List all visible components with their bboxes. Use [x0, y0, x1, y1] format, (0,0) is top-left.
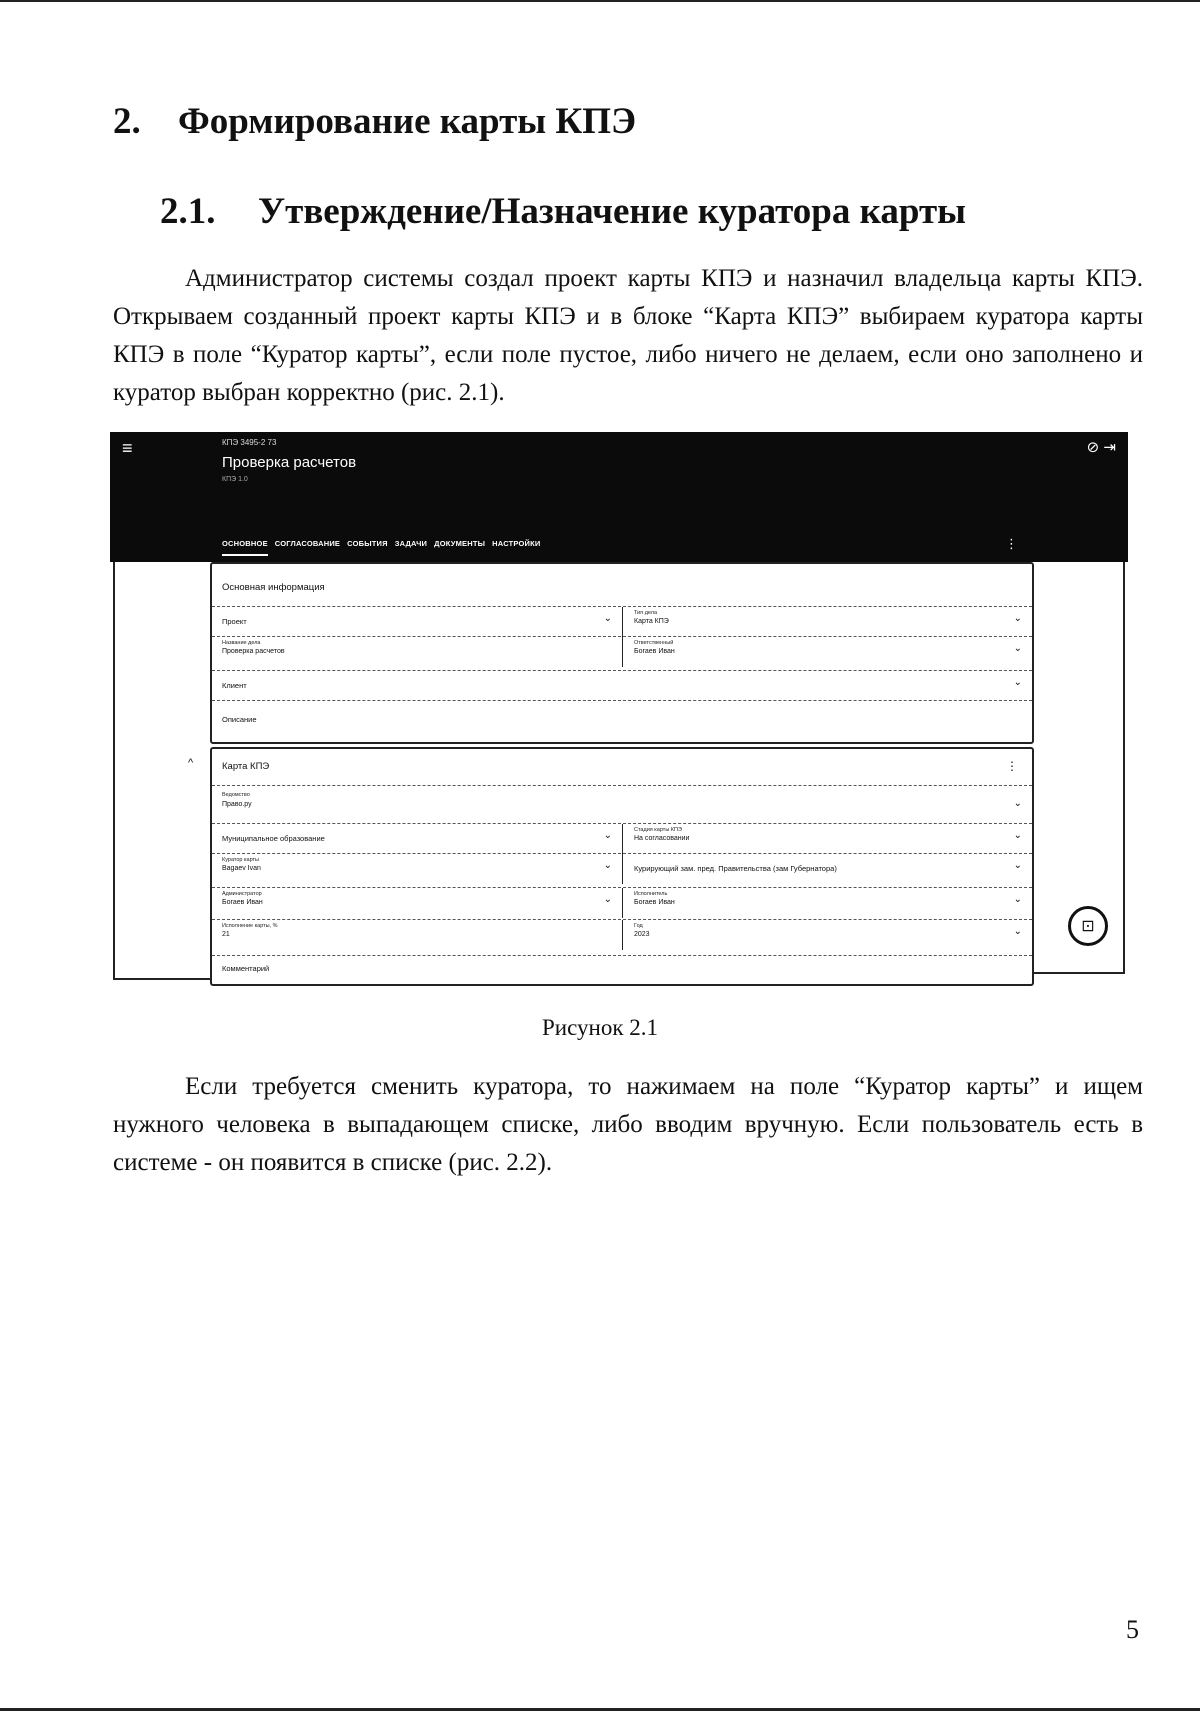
responsible-field[interactable]	[624, 637, 1032, 667]
project-subtitle: КПЭ 1.0	[222, 476, 248, 483]
chevron-down-icon[interactable]: ⌄	[1013, 860, 1022, 871]
chevron-down-icon[interactable]: ⌄	[1013, 643, 1022, 654]
app-header	[110, 432, 1128, 562]
tab-approval[interactable]: СОГЛАСОВАНИЕ	[274, 539, 341, 548]
form-row	[212, 670, 1032, 701]
scan-edge-bottom	[0, 1708, 1200, 1711]
section-heading	[113, 100, 636, 143]
card-title: Карта КПЭ	[222, 761, 270, 772]
form-row	[212, 919, 1032, 950]
field-label: Стадия карты КПЭ	[634, 827, 682, 833]
subsection-number: 2.1.	[160, 191, 216, 232]
field-label: Исполнитель	[634, 891, 668, 897]
field-label: Ведомство	[222, 792, 250, 798]
chevron-down-icon[interactable]: ⌄	[603, 894, 612, 905]
field-label: Куратор карты	[222, 857, 259, 863]
field-value: Богаев Иван	[634, 899, 675, 906]
executor-field[interactable]	[624, 888, 1032, 918]
comment-field[interactable]	[212, 956, 1032, 982]
field-value: Проверка расчетов	[222, 648, 285, 655]
frame-border-right-bottom	[1025, 972, 1125, 974]
form-row	[212, 887, 1032, 918]
header-actions	[1087, 438, 1116, 456]
field-label: Название дела	[222, 640, 261, 646]
field-value: Богаев Иван	[634, 648, 675, 655]
project-field[interactable]	[212, 607, 623, 637]
scan-edge-top	[0, 0, 1200, 2]
paragraph-intro: Администратор системы создал проект карты КПЭ и назначил владельца карты КПЭ. Открываем созданный проект карты КПЭ и в блоке “Карта КПЭ” выбираем куратора карты КПЭ в поле “Куратор карты”, если поле пустое, либо ничего не делаем, если оно заполнено и куратор выбран корректно (рис. 2.1).	[113, 265, 1143, 406]
field-value: На согласовании	[634, 835, 690, 842]
chevron-down-icon[interactable]: ⌄	[1013, 677, 1022, 688]
administrator-field[interactable]	[212, 888, 623, 918]
figure-caption: Рисунок 2.1	[542, 1015, 658, 1040]
field-value: 2023	[634, 931, 650, 938]
field-value: Право.ру	[222, 801, 252, 808]
field-label: Комментарий	[222, 964, 270, 973]
collapse-icon[interactable]: ^	[188, 757, 194, 769]
field-label: Год	[634, 923, 643, 929]
case-name-field[interactable]	[212, 637, 623, 667]
chevron-down-icon[interactable]: ⌄	[1013, 926, 1022, 937]
section-number: 2.	[113, 101, 141, 142]
field-value: Карта КПЭ	[634, 618, 669, 625]
chevron-down-icon[interactable]: ⌄	[603, 613, 612, 624]
exit-icon[interactable]: ⇥	[1103, 439, 1116, 456]
tab-settings[interactable]: НАСТРОЙКИ	[492, 539, 541, 548]
chevron-down-icon[interactable]: ⌄	[1013, 613, 1022, 624]
department-field[interactable]	[212, 786, 1032, 822]
field-label: Клиент	[222, 681, 247, 690]
form-row	[212, 700, 1032, 737]
card-basic-info	[210, 562, 1034, 744]
chevron-down-icon[interactable]: ⌄	[1013, 894, 1022, 905]
chevron-down-icon[interactable]: ⌄	[603, 830, 612, 841]
field-label: Проект	[222, 617, 247, 626]
menu-icon[interactable]: ≡	[122, 438, 133, 458]
help-icon[interactable]: ⊘	[1086, 439, 1100, 456]
client-field[interactable]	[212, 671, 1032, 701]
chevron-down-icon[interactable]: ⌄	[603, 860, 612, 871]
frame-border-left-bottom	[113, 978, 213, 980]
field-label: Тип дела	[634, 610, 658, 616]
tab-tasks[interactable]: ЗАДАЧИ	[394, 539, 428, 548]
fab-button[interactable]	[1068, 906, 1108, 946]
stage-field[interactable]	[624, 824, 1032, 854]
field-label: Исполнение карты, %	[222, 923, 278, 929]
project-code: КПЭ 3495-2 73	[222, 438, 277, 447]
year-field[interactable]	[624, 920, 1032, 950]
field-value: Курирующий зам. пред. Правительства (зам Губернатора)	[634, 864, 837, 873]
execution-percent-field[interactable]	[212, 920, 623, 950]
municipality-field[interactable]	[212, 824, 623, 854]
field-value: 21	[222, 931, 230, 938]
figure-screenshot	[110, 432, 1128, 992]
tab-main[interactable]: ОСНОВНОЕ	[222, 539, 268, 556]
supervisor-field[interactable]	[624, 854, 1032, 884]
app-body	[110, 562, 1128, 992]
field-value: Bagaev Ivan	[222, 865, 261, 872]
description-field[interactable]	[212, 701, 1032, 737]
card-title: Основная информация	[222, 582, 325, 593]
frame-border-right	[1123, 562, 1125, 974]
curator-field[interactable]	[212, 854, 623, 884]
subsection-title: Утверждение/Назначение куратора карты	[258, 191, 967, 232]
chevron-down-icon[interactable]: ⌄	[1013, 798, 1022, 809]
card-kpe-map	[210, 747, 1034, 986]
frame-border-left	[113, 562, 115, 980]
field-value: Богаев Иван	[222, 899, 263, 906]
section-title: Формирование карты КПЭ	[178, 101, 637, 142]
field-label: Администратор	[222, 891, 262, 897]
more-vert-icon[interactable]: ⋮	[1005, 536, 1018, 551]
form-row	[212, 636, 1032, 667]
form-row	[212, 853, 1032, 884]
save-icon: ⊡	[1081, 918, 1095, 935]
paragraph-change-curator: Если требуется сменить куратора, то нажимаем на поле “Куратор карты” и ищем нужного человека в выпадающем списке, либо вводим вручную. Если пользователь есть в системе - он появится в списке (рис. 2.2).	[113, 1073, 1143, 1176]
chevron-down-icon[interactable]: ⌄	[1013, 830, 1022, 841]
case-type-field[interactable]	[624, 607, 1032, 637]
more-vert-icon[interactable]: ⋮	[1006, 759, 1018, 773]
project-title: Проверка расчетов	[222, 454, 357, 471]
page-number: 5	[1126, 1615, 1139, 1644]
field-label: Ответственный	[634, 640, 674, 646]
form-row	[212, 606, 1032, 637]
tab-events[interactable]: СОБЫТИЯ	[347, 539, 388, 548]
form-row	[212, 955, 1032, 982]
field-label: Муниципальное образование	[222, 834, 325, 843]
form-row	[212, 823, 1032, 854]
field-label: Описание	[222, 715, 257, 724]
tab-documents[interactable]: ДОКУМЕНТЫ	[434, 539, 486, 548]
subsection-heading	[160, 190, 966, 233]
form-row	[212, 785, 1032, 822]
tab-bar	[222, 539, 541, 556]
